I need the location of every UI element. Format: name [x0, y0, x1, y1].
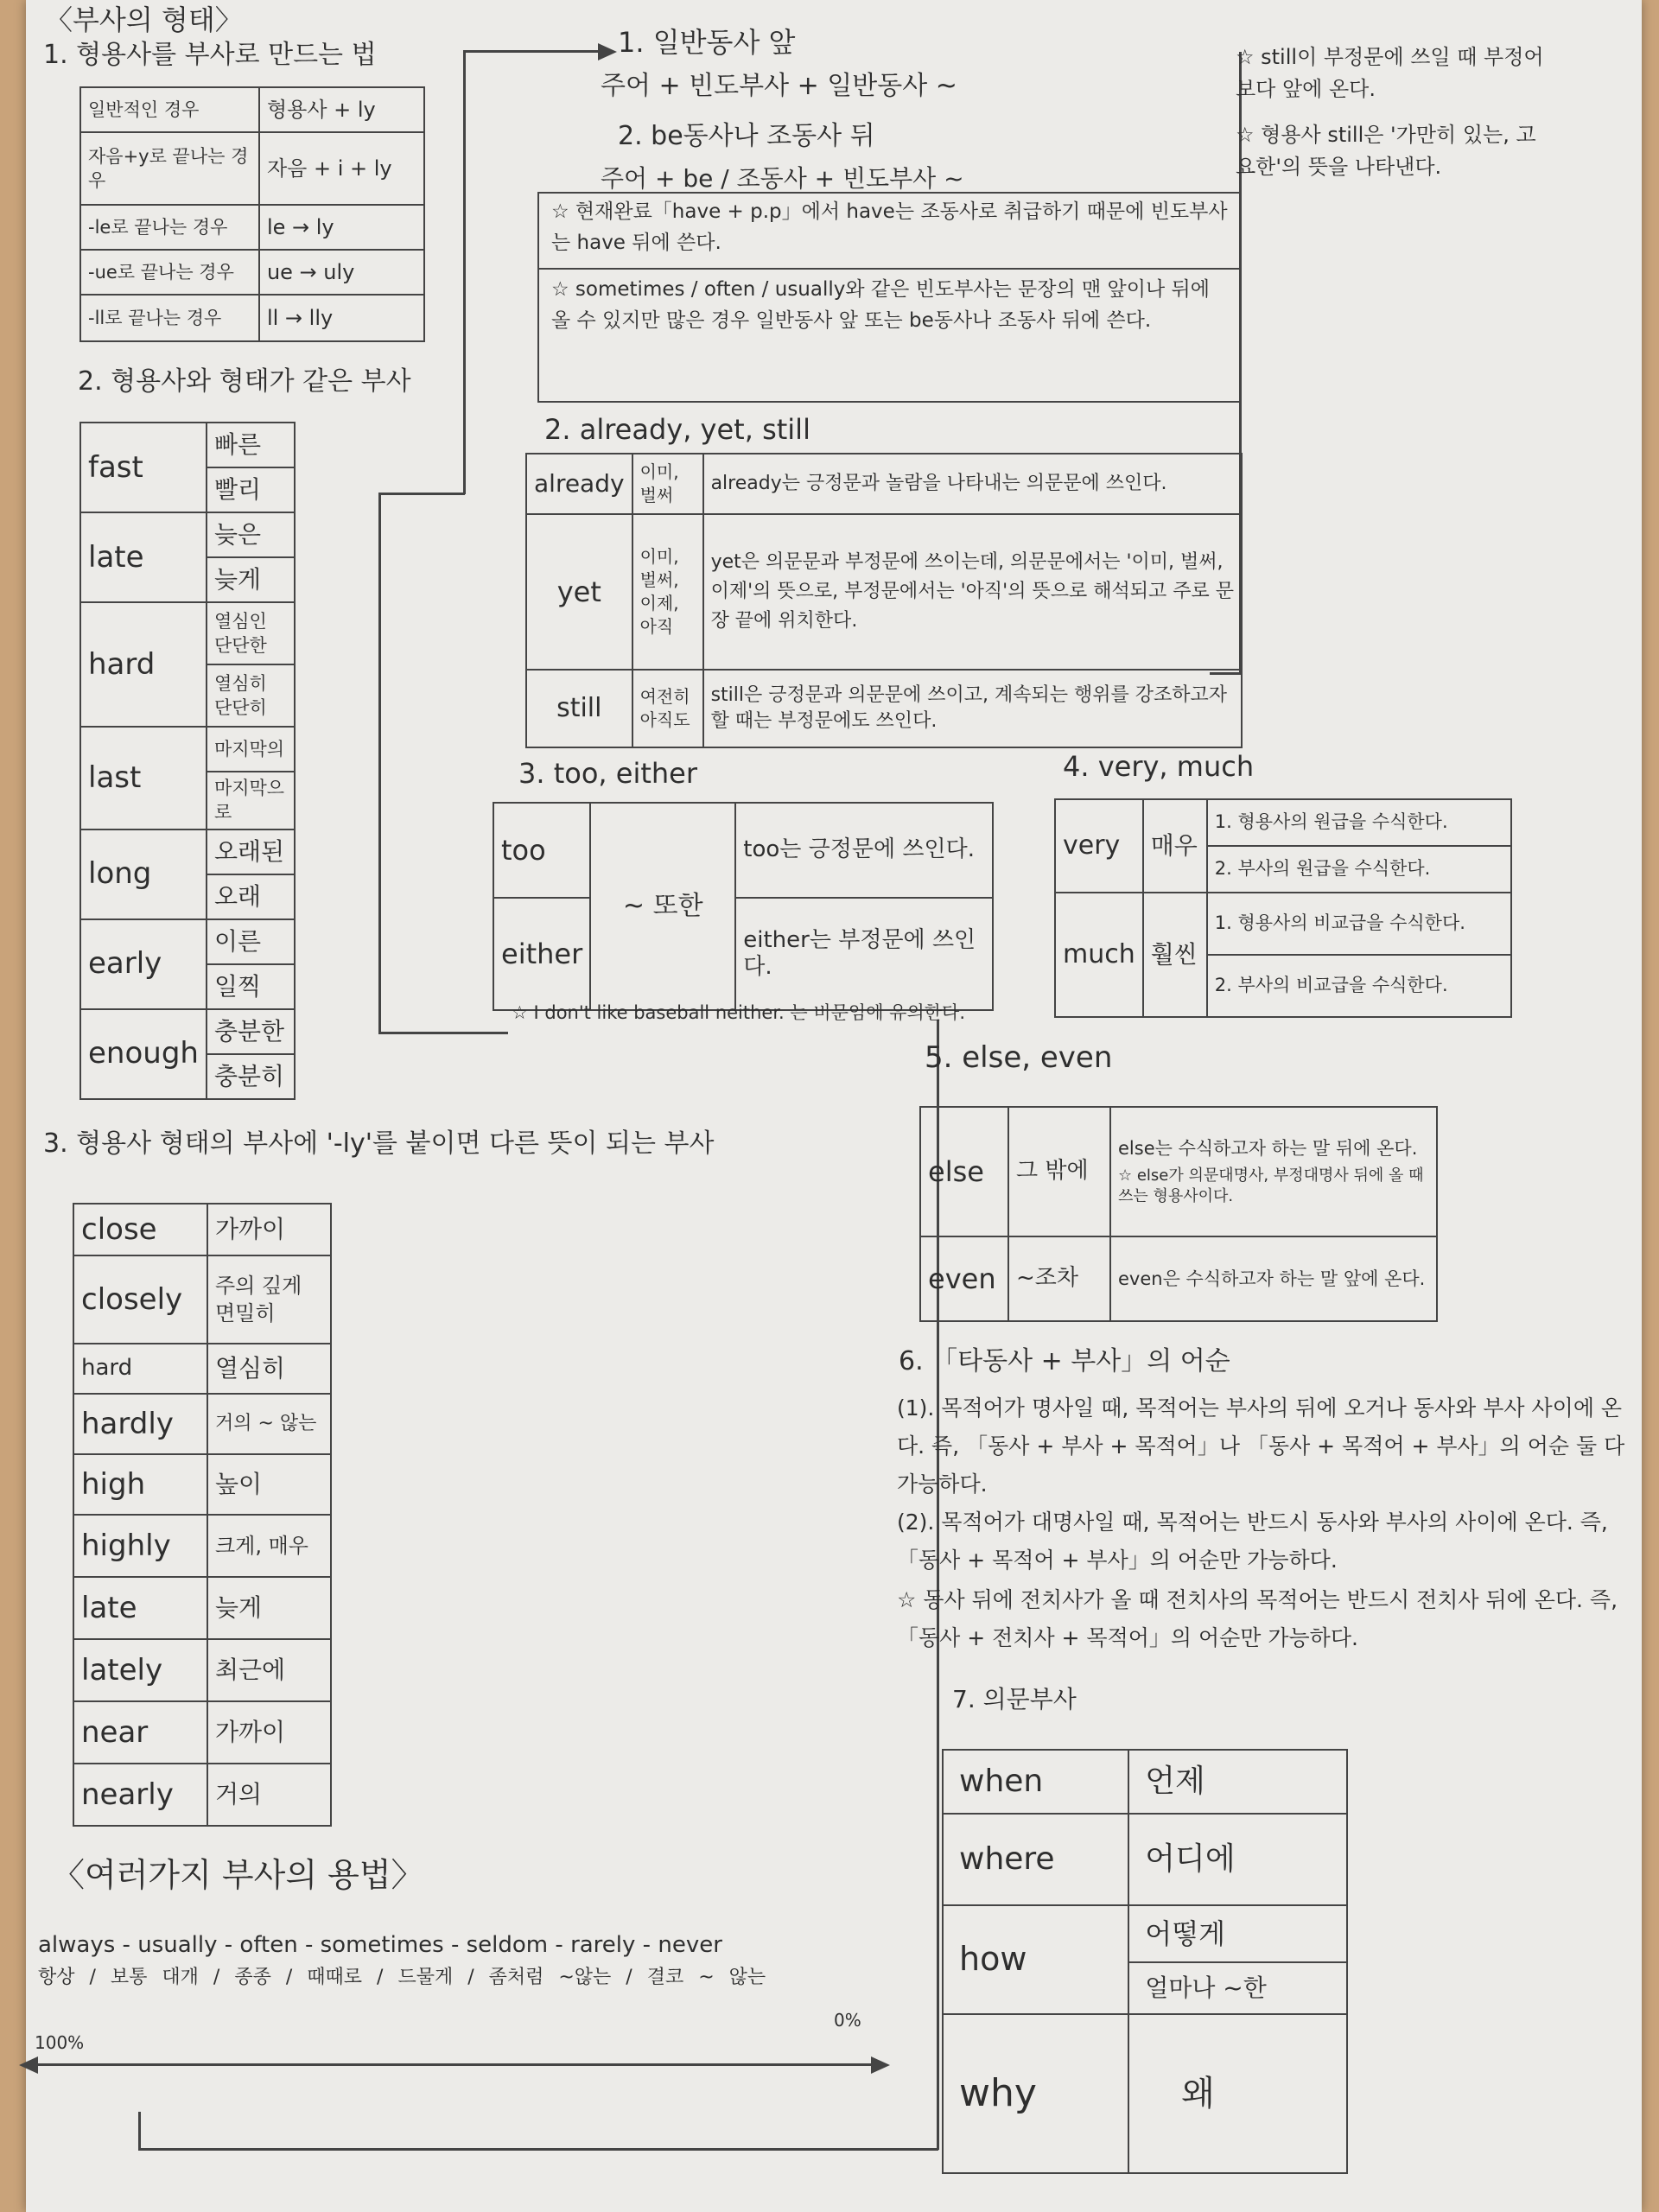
arrow-left-icon	[19, 2056, 38, 2074]
table-row: even ~조차 even은 수식하고자 하는 말 앞에 온다.	[920, 1236, 1437, 1321]
ly-different-meaning-table	[73, 1203, 332, 1827]
connector-line	[138, 2148, 938, 2151]
table-row: -ll로 끝나는 경우 ll → lly	[80, 295, 424, 341]
table-row: already 이미, 벌써 already는 긍정문과 놀람을 나타내는 의문문에 쓰인다.	[526, 454, 1242, 514]
section3-title: 3. 형용사 형태의 부사에 '-ly'를 붙이면 다른 뜻이 되는 부사	[43, 1128, 715, 1159]
table-row: when 언제	[943, 1750, 1347, 1814]
frequency-position-note: ☆ sometimes / often / usually와 같은 빈도부사는 문장의 맨 앞이나 뒤에 올 수 있지만 많은 경우 일반동사 앞 또는 be동사나 조동사 뒤에 쓴다.	[551, 278, 1210, 332]
table-row: -ue로 끝나는 경우 ue → uly	[80, 250, 424, 295]
position-title-2: 2. be동사나 조동사 뒤	[618, 121, 875, 151]
section6-title: 6. 「타동사 + 부사」의 어순	[899, 1346, 1230, 1376]
table-row: fast 빠른	[80, 423, 295, 467]
adverb-uses-title: 〈여러가지 부사의 용법〉	[52, 1856, 424, 1894]
still-negative-note: ☆ still이 부정문에 쓰일 때 부정어보다 앞에 온다.	[1236, 45, 1544, 102]
table-row: near 가까이	[73, 1701, 331, 1764]
frequency-scale-line	[35, 2063, 877, 2066]
preposition-note: ☆ 동사 뒤에 전치사가 올 때 전치사의 목적어는 반드시 전치사 뒤에 온다. 즉, 「동사 + 전치사 + 목적어」의 어순만 가능하다.	[897, 1587, 1618, 1650]
table-row: 2. 부사의 비교급을 수식한다.	[1055, 955, 1511, 1017]
table-row: 2. 부사의 원급을 수식한다.	[1055, 846, 1511, 893]
table-row: late 늦은	[80, 512, 295, 557]
table-row: how 어떻게	[943, 1905, 1347, 1962]
connector-line	[378, 1032, 508, 1034]
table-row: closely 주의 깊게 면밀히	[73, 1255, 331, 1344]
arrow-right-icon	[598, 43, 617, 60]
too-either-title: 3. too, either	[518, 757, 697, 790]
adjective-to-adverb-table	[79, 86, 425, 342]
table-row: either either는 부정문에 쓰인다.	[493, 898, 993, 1010]
arrow-right-icon	[871, 2056, 890, 2074]
table-row: much 훨씬 1. 형용사의 비교급을 수식한다.	[1055, 893, 1511, 955]
table-row: very 매우 1. 형용사의 원급을 수식한다.	[1055, 799, 1511, 846]
table-row: -le로 끝나는 경우 le → ly	[80, 205, 424, 250]
table-row: lately 최근에	[73, 1639, 331, 1701]
section1-title: 1. 형용사를 부사로 만드는 법	[43, 40, 377, 70]
table-row: hard 열심인 단단한	[80, 602, 295, 664]
table-row: enough 충분한	[80, 1009, 295, 1054]
table-row: highly 크게, 매우	[73, 1515, 331, 1577]
table-row: 자음+y로 끝나는 경우 자음 + i + ly	[80, 132, 424, 205]
table-row: long 오래된	[80, 830, 295, 874]
connector-line	[463, 50, 466, 494]
table-row: nearly 거의	[73, 1764, 331, 1826]
already-yet-still-title: 2. already, yet, still	[544, 413, 810, 446]
table-row: 충분히	[80, 1054, 295, 1099]
either-neither-note: ☆ I don't like baseball neither. 는 비문임에 유의한다.	[512, 1002, 966, 1023]
table-row: too ~ 또한 too는 긍정문에 쓰인다.	[493, 803, 993, 898]
scale-right-label: 0%	[834, 2010, 861, 2031]
still-adjective-note: ☆ 형용사 still은 '가만히 있는, 고요한'의 뜻을 나타낸다.	[1236, 123, 1536, 180]
table-row: hardly 거의 ~ 않는	[73, 1394, 331, 1454]
position-formula-1: 주어 + 빈도부사 + 일반동사 ~	[601, 71, 957, 101]
word-order-rule-2: (2). 목적어가 대명사일 때, 목적어는 반드시 동사와 부사의 사이에 온다. 즉, 「동사 + 목적어 + 부사」의 어순만 가능하다.	[897, 1510, 1608, 1573]
very-much-table	[1054, 798, 1512, 1018]
frequency-meanings: 항상 / 보통 대개 / 종종 / 때때로 / 드물게 / 좀처럼 ~않는 / 결코 ~ 않는	[38, 1967, 766, 1988]
table-row: yet 이미, 벌써, 이제, 아직 yet은 의문문과 부정문에 쓰이는데, 의문문에서는 '이미, 벌써, 이제'의 뜻으로, 부정문에서는 '아직'의 뜻으로 해석되고 주로 문장 끝에 위치한다.	[526, 514, 1242, 670]
table-row: where 어디에	[943, 1814, 1347, 1905]
connector-line	[378, 493, 465, 495]
table-row: last 마지막의	[80, 727, 295, 772]
already-yet-still-table	[525, 453, 1243, 748]
very-much-title: 4. very, much	[1063, 750, 1255, 783]
table-row: 빨리	[80, 467, 295, 512]
table-row: 오래	[80, 874, 295, 919]
table-row: 일반적인 경우 형용사 + ly	[80, 87, 424, 132]
table-row: close 가까이	[73, 1204, 331, 1255]
page-title: 〈부사의 형태〉	[45, 3, 243, 36]
table-row: 마지막으로	[80, 772, 295, 830]
connector-line	[463, 50, 601, 53]
table-row: else 그 밖에 else는 수식하고자 하는 말 뒤에 온다. ☆ else가 의문대명사, 부정대명사 뒤에 올 때 쓰는 형용사이다.	[920, 1107, 1437, 1236]
divider	[537, 268, 1239, 270]
section2-title: 2. 형용사와 형태가 같은 부사	[78, 366, 411, 397]
else-even-title: 5. else, even	[925, 1040, 1113, 1075]
table-row: still 여전히 아직도 still은 긍정문과 의문문에 쓰이고, 계속되는 행위를 강조하고자 할 때는 부정문에도 쓰인다.	[526, 670, 1242, 747]
shared-meaning: ~ 또한	[590, 803, 735, 1010]
scale-left-label: 100%	[35, 2032, 85, 2053]
table-row: 일찍	[80, 964, 295, 1009]
present-perfect-note: ☆ 현재완료「have + p.p」에서 have는 조동사로 취급하기 때문에 빈도부사는 have 뒤에 쓴다.	[551, 200, 1228, 254]
table-row: early 이른	[80, 919, 295, 964]
table-row: late 늦게	[73, 1577, 331, 1639]
table-row: hard 열심히	[73, 1344, 331, 1394]
table-row: high 높이	[73, 1454, 331, 1515]
connector-line	[378, 493, 381, 1033]
position-formula-2: 주어 + be / 조동사 + 빈도부사 ~	[601, 164, 964, 193]
else-even-table	[919, 1106, 1438, 1322]
table-row: why 왜	[943, 2014, 1347, 2173]
same-form-adverb-table	[79, 422, 296, 1100]
interrogative-adverb-table	[942, 1749, 1348, 2174]
table-row: 얼마나 ~한	[943, 1962, 1347, 2014]
notebook-page	[26, 0, 1642, 2212]
position-title-1: 1. 일반동사 앞	[618, 26, 796, 59]
frequency-words: always - usually - often - sometimes - seldom - rarely - never	[38, 1932, 722, 1958]
too-either-table	[493, 802, 994, 1011]
connector-line	[138, 2112, 141, 2150]
word-order-rule-1: (1). 목적어가 명사일 때, 목적어는 부사의 뒤에 오거나 동사와 부사 사이에 온다. 즉, 「동사 + 부사 + 목적어」나 「동사 + 목적어 + 부사」의 어순 둘 다 가능하다.	[897, 1395, 1625, 1497]
table-row: 늦게	[80, 557, 295, 602]
table-row: 열심히 단단히	[80, 664, 295, 727]
section7-title: 7. 의문부사	[952, 1685, 1077, 1713]
